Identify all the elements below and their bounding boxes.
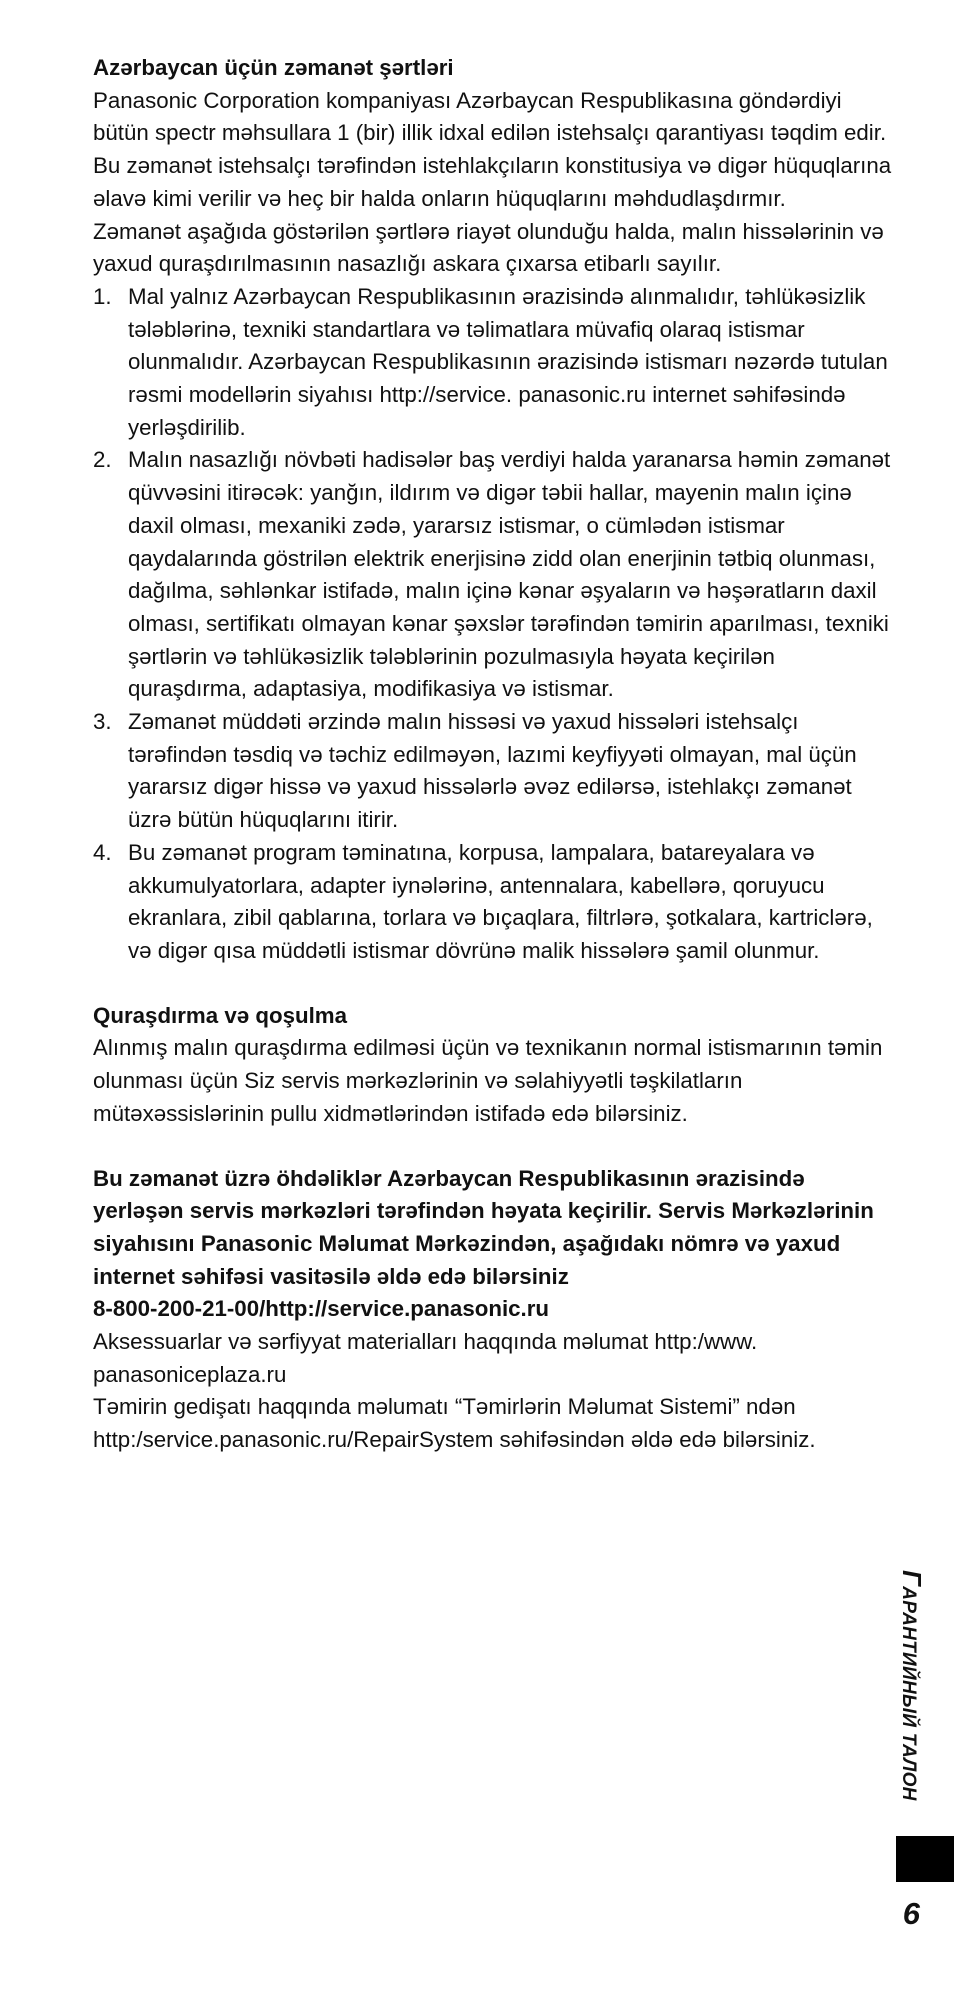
warranty-title: Azərbaycan üçün zəmanət şərtləri [93, 55, 454, 80]
service-contact: 8-800-200-21-00/http://service.panasonic.ru [93, 1296, 550, 1322]
service-centers-text: Bu zəmanət üzrə öhdəliklər Azərbaycan Respublikasının ərazisində yerləşən servis mərkəzləri tərəfindən həyata keçirilir. Servis Mərkəzlərinin siyahısını Panasonic Məlumat Mərkəzindən, aşağıdakı nömrə və yaxud internet səhifəsi vasitəsilə əldə edə bilərsiniz [93, 1165, 874, 1289]
warranty-conditions-list [93, 281, 893, 968]
list-item-number: 4. [93, 839, 112, 865]
accessories-paragraph: Aksessuarlar və sərfiyyat materialları haqqında məlumat http:/www. panasoniceplaza.ru [93, 1329, 758, 1387]
repair-status-paragraph: Təmirin gedişatı haqqında məlumatı “Təmirlərin Məlumat Sistemi” ndən http:/service.panasonic.ru/RepairSystem səhifəsindən əldə edə bilərsiniz. [93, 1394, 816, 1453]
list-item [93, 281, 893, 445]
section-spacer [93, 1131, 893, 1163]
list-item [93, 706, 893, 837]
installation-title: Quraşdırma və qoşulma [93, 1002, 348, 1028]
side-tab-first-letter: Г [897, 1570, 927, 1587]
section-spacer [93, 968, 893, 1000]
list-item-number: 1. [93, 283, 112, 309]
intro-paragraph-1: Panasonic Corporation kompaniyası Azərbaycan Respublikasına göndərdiyi bütün spectr məhsullara 1 (bir) illik idxal edilən istehsalçı qarantiyası təqdim edir. [93, 87, 887, 146]
list-item-number: 2. [93, 447, 112, 473]
list-item-text: Mal yalnız Azərbaycan Respublikasının ərazisində alınmalıdır, təhlükəsizlik tələblərinə, texniki standartlara və təlimatlara müvafiq olaraq istismar olunmalıdır. Azərbaycan Respublikasının ərazisində istismarı nəzərdə tutulan rəsmi modellərin siyahısı http://service. panasonic.ru internet səhifəsində yerləşdirilib. [128, 283, 888, 440]
side-tab-marker [896, 1836, 954, 1882]
page-number: 6 [902, 1896, 920, 1931]
list-item-text: Malın nasazlığı növbəti hadisələr baş verdiyi halda yaranarsa həmin zəmanət qüvvəsini itirəcək: yanğın, ildırım və digər təbii hallar, mayenin malın içinə daxil olması, mexaniki zədə, yararsız istismar, o cümlədən istismar qaydalarında göstrilən elektrik enerjisinə zidd olan enerjinin tətbiq olunması, dağılma, səhlənkar istifadə, malın içinə kənar əşyaların və həşəratların daxil olması, sertifikatı olmayan kənar şəxslər tərəfindən təmirin aparılması, texniki şərtlərin və təhlükəsizlik tələblərinin pozulmasıyla həyata keçirilən quraşdırma, adaptasiya, modifikasiya və istismar. [128, 447, 891, 702]
installation-paragraph: Alınmış malın quraşdırma edilməsi üçün və texnikanın normal istismarının təmin olunması üçün Siz servis mərkəzlərinin və səlahiyyətli təşkilatların mütəxəssislərinin pullu xidmətlərindən istifadə edə bilərsiniz. [93, 1035, 883, 1126]
list-item [93, 444, 893, 706]
list-item-number: 3. [93, 709, 112, 735]
intro-paragraph-2: Bu zəmanət istehsalçı tərəfindən istehlakçıların konstitusiya və digər hüquqlarına əlavə kimi verilir və heç bir halda onların hüquqlarını məhdudlaşdırmır. [93, 153, 892, 211]
list-item-text: Zəmanət müddəti ərzində malın hissəsi və yaxud hissələri istehsalçı tərəfindən təsdiq və təchiz edilməyən, lazımi keyfiyyəti olmayan, mal üçün yararsız digər hissə və yaxud hissələrlə əvəz edilərsə, istehlakçı zəmanət üzrə bütün hüquqlarını itirir. [128, 709, 857, 833]
warranty-document [93, 52, 893, 1457]
list-item [93, 837, 893, 968]
intro-paragraph-3: Zəmanət aşağıda göstərilən şərtlərə riayət olunduğu halda, malın hissələrinin və yaxud quraşdırılmasının nasazlığı askara çıxarsa etibarlı sayılır. [93, 218, 884, 277]
list-item-text: Bu zəmanət program təminatına, korpusa, lampalara, batareyalara və akkumulyatorlara, adapter iynələrinə, antennalara, kabellərə, qoruyucu ekranlara, zibil qablarına, torlara və bıçaqlara, filtrlərə, şotkalara, kartriclərə, və digər qısa müddətli istismar dövrünə malik hissələrə şamil olunmur. [128, 839, 873, 963]
service-centers-paragraph [93, 1163, 893, 1327]
side-tab-label [896, 1570, 927, 1801]
side-tab-rest: АРАНТИЙНЫЙ ТАЛОН [898, 1586, 919, 1801]
